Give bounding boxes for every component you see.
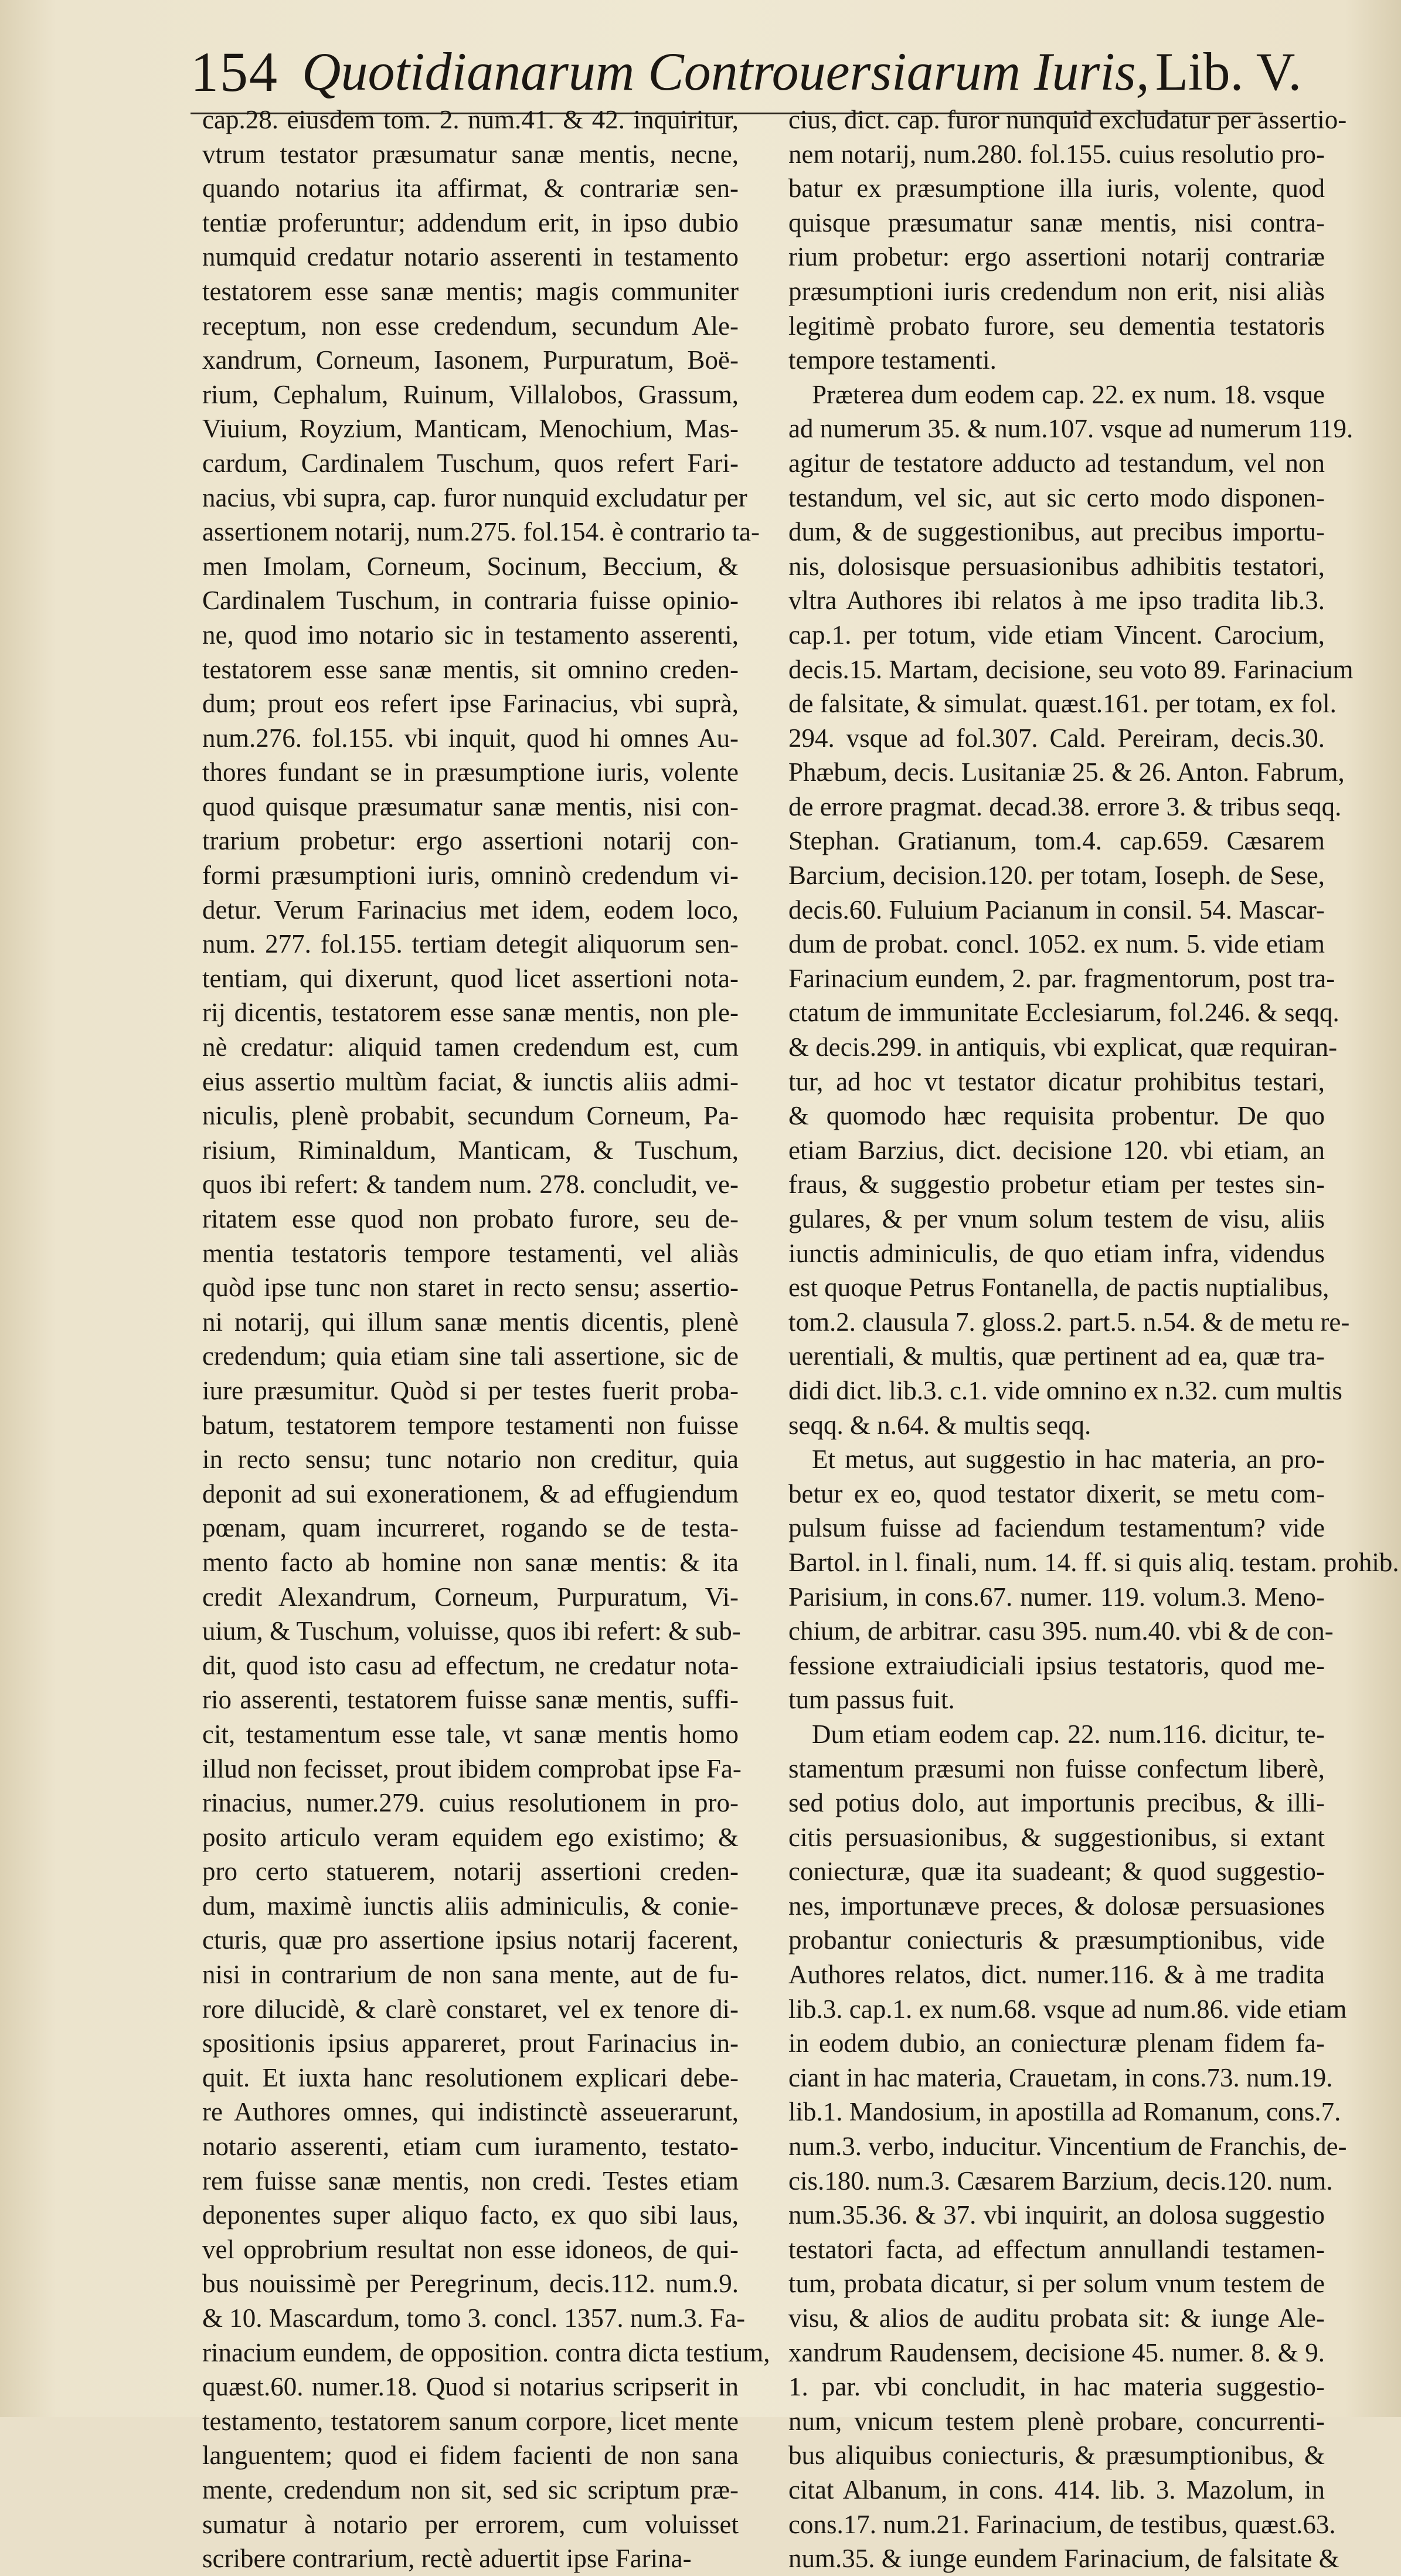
text-line: rinacius, numer.279. cuius resolutionem in pro- [202,1788,739,1818]
text-line: nè credatur: aliquid tamen credendum est, cum [202,1032,739,1062]
text-line: sed potius dolo, aut importunis precibus, & illi- [788,1788,1325,1818]
text-line: num. 277. fol.155. tertiam detegit aliquorum sen- [202,929,739,959]
text-line: decis.60. Fuluium Pacianum in consil. 54. Mascar- [788,895,1325,925]
text-line: cons.17. num.21. Farinacium, de testibus, quæst.63. [788,2509,1336,2539]
text-line: credit Alexandrum, Corneum, Purpuratum, Vi- [202,1582,739,1612]
text-line: cius, dict. cap. furor nunquid excludatur per assertio- [788,105,1347,134]
text-line: uerentiali, & multis, quæ pertinent ad ea, quæ tra- [788,1341,1325,1371]
text-line: tum passus fuit. [788,1685,955,1715]
left-column [202,103,770,2574]
text-line: deponit ad sui exonerationem, & ad effugiendum [202,1479,739,1508]
text-line: rium, Cephalum, Ruinum, Villalobos, Grassum, [202,379,739,409]
text-line: visu, & alios de auditu probata sit: & iunge Ale- [788,2303,1325,2333]
text-line: Parisium, in cons.67. numer. 119. volum.3. Meno- [788,1582,1325,1612]
text-line: cap.28. eiusdem tom. 2. num.41. & 42. inquiritur, [202,105,739,134]
text-line: tempore testamenti. [788,345,997,375]
text-line: quæst.60. numer.18. Quod si notarius scripserit in [202,2372,739,2402]
text-line: in recto sensu; tunc notario non creditur, quia [202,1445,739,1474]
text-line: notario asserenti, etiam cum iuramento, testato- [202,2132,739,2162]
text-line: ctatum de immunitate Ecclesiarum, fol.246. & seqq. [788,998,1339,1028]
text-line: xandrum Raudensem, decisione 45. numer. 8. & 9. [788,2337,1325,2367]
text-columns [202,103,1399,2574]
text-line: deponentes super aliquo facto, ex quo sibi laus, [202,2200,739,2230]
text-line: quod quisque præsumatur sanæ mentis, nisi con- [202,791,739,821]
text-line: tum, probata dicatur, si per solum vnum testem de [788,2269,1325,2299]
text-line: in eodem dubio, an coniecturæ plenam fidem fa- [788,2028,1325,2058]
text-line: iure præsumitur. Quòd si per testes fuerit proba- [202,1375,739,1405]
text-line: fraus, & suggestio probetur etiam per testes sin- [788,1170,1325,1199]
text-line: ni notarij, qui illum sanæ mentis dicentis, plenè [202,1307,739,1337]
text-line: testandum, vel sic, aut sic certo modo disponen- [788,482,1325,512]
text-line: tentiam, qui dixerunt, quod licet assertioni nota- [202,963,739,993]
text-line: & 10. Mascardum, tomo 3. concl. 1357. num.3. Fa- [202,2303,746,2333]
text-line: decis.15. Martam, decisione, seu voto 89. Farinacium [788,654,1354,684]
text-line: tur, ad hoc vt testator dicatur prohibitus testari, [788,1066,1325,1096]
text-line: nacius, vbi supra, cap. furor nunquid excludatur per [202,482,747,512]
text-line: pulsum fuisse ad faciendum testamentum? vide [788,1513,1325,1543]
text-line: nes, importunæve preces, & dolosæ persuasiones [788,1891,1325,1921]
text-line: Farinacium eundem, 2. par. fragmentorum, post tra- [788,963,1335,993]
text-line: de errore pragmat. decad.38. errore 3. & tribus seqq. [788,791,1342,821]
text-line: spositionis ipsius appareret, prout Farinacius in- [202,2028,739,2058]
book-label: Lib. V. [1155,42,1302,101]
text-line: ne, quod imo notario sic in testamento asserenti, [202,620,739,650]
text-line: vtrum testator præsumatur sanæ mentis, necne, [202,139,739,169]
text-line: mento facto ab homine non sanæ mentis: & ita [202,1547,739,1577]
text-line: batum, testatorem tempore testamenti non fuisse [202,1410,739,1440]
text-line: assertionem notarij, num.275. fol.154. è contrario ta- [202,517,760,547]
text-line: thores fundant se in præsumptione iuris, volente [202,757,739,787]
text-line: stamentum præsumi non fuisse confectum liberè, [788,1753,1325,1783]
text-line: languentem; quod ei fidem facienti de non sana [202,2441,739,2470]
text-line: betur ex eo, quod testator dixerit, se metu com- [788,1479,1325,1508]
text-line: 1. par. vbi concludit, in hac materia suggestio- [788,2372,1325,2402]
text-line: rinacium eundem, de opposition. contra dicta testium, [202,2337,770,2367]
text-line: cardum, Cardinalem Tuschum, quos refert Fari- [202,448,739,478]
text-line: num, vnicum testem plenè probare, concurrenti- [788,2406,1325,2436]
text-line: risium, Riminaldum, Manticam, & Tuschum, [202,1135,739,1165]
text-line: detur. Verum Farinacius met idem, eodem loco, [202,895,739,925]
text-line: sumatur à notario per errorem, cum voluisset [202,2509,739,2539]
text-line: cit, testamentum esse tale, vt sanæ mentis homo [202,1719,739,1749]
running-title: Quotidianarum Controuersiarum Iuris, [302,42,1150,101]
text-line: Stephan. Gratianum, tom.4. cap.659. Cæsarem [788,826,1325,856]
text-line: tom.2. clausula 7. gloss.2. part.5. n.54. & de metu re- [788,1307,1350,1337]
text-line: dum de probat. concl. 1052. ex num. 5. vide etiam [788,929,1325,959]
text-line: didi dict. lib.3. c.1. vide omnino ex n.32. cum multis [788,1375,1342,1405]
text-line: bus aliquibus coniecturis, & præsumptionibus, & [788,2441,1325,2470]
text-line: præsumptioni iuris credendum non erit, nisi aliàs [788,276,1325,306]
text-line: num.3. verbo, inducitur. Vincentium de Franchis, de- [788,2132,1347,2162]
right-column [788,103,1399,2574]
page-number: 154 [191,40,278,103]
text-line: cis.180. num.3. Cæsarem Barzium, decis.120. num. [788,2166,1333,2196]
text-line: scribere contrarium, rectè aduertit ipse Farina- [202,2544,692,2574]
text-line: trarium probetur: ergo assertioni notarij con- [202,826,739,856]
text-line: quos ibi refert: & tandem num. 278. concludit, ve- [202,1170,739,1199]
text-line: etiam Barzius, dict. decisione 120. vbi etiam, an [788,1135,1325,1165]
text-line: mentia testatoris tempore testamenti, vel aliàs [202,1238,739,1268]
text-line: posito articulo veram equidem ego existimo; & [202,1822,739,1852]
text-line: cap.1. per totum, vide etiam Vincent. Carocium, [788,620,1325,650]
text-line: legitimè probato furore, seu dementia testatoris [788,311,1325,341]
text-line: re Authores omnes, qui indistinctè asseuerarunt, [202,2097,739,2127]
text-line: quando notarius ita affirmat, & contrariæ sen- [202,174,739,203]
text-line: gulares, & per vnum solum testem de visu, aliis [788,1204,1325,1233]
text-line: vltra Authores ibi relatos à me ipso tradita lib.3. [788,586,1325,616]
text-line: rem fuisse sanæ mentis, non credi. Testes etiam [202,2166,739,2196]
text-line: & decis.299. in antiquis, vbi explicat, quæ requiran- [788,1032,1338,1062]
text-line: dum, & de suggestionibus, aut precibus importu- [788,517,1325,547]
text-line: tentiæ proferuntur; addendum erit, in ipso dubio [202,208,739,237]
text-line: probantur coniecturis & præsumptionibus, vide [788,1925,1325,1955]
text-line: ad numerum 35. & num.107. vsque ad numerum 119. [788,414,1354,444]
text-line: xandrum, Corneum, Iasonem, Purpuratum, Boë- [202,345,739,375]
text-line: Authores relatos, dict. numer.116. & à me tradita [788,1960,1325,1990]
text-line: Viuium, Royzium, Manticam, Menochium, Mas- [202,414,739,444]
text-line: mente, credendum non sit, sed sic scriptum præ- [202,2475,739,2504]
text-line: nis, dolosisque persuasionibus adhibitis testatori, [788,551,1325,581]
text-line: iunctis adminiculis, de quo etiam infra, videndus [788,1238,1325,1268]
text-line: receptum, non esse credendum, secundum Ale- [202,311,739,341]
text-line: vel opprobrium resultat non esse idoneos, de qui- [202,2234,739,2264]
text-line: credendum; quia etiam sine tali assertione, sic de [202,1341,739,1371]
text-line: de falsitate, & simulat. quæst.161. per totam, ex fol. [788,689,1337,719]
text-line: pœnam, quam incurreret, rogando se de testa- [202,1513,739,1543]
text-line: dum; prout eos refert ipse Farinacius, vbi suprà, [202,689,739,719]
text-line: Barcium, decision.120. per totam, Ioseph. de Sese, [788,861,1325,891]
text-line: chium, de arbitrar. casu 395. num.40. vbi & de con- [788,1616,1334,1646]
text-line: testatori facta, ad effectum annullandi testamen- [788,2234,1325,2264]
text-line: Bartol. in l. finali, num. 14. ff. si quis aliq. testam. prohib. [788,1547,1399,1577]
text-line: quit. Et iuxta hanc resolutionem explicari debe- [202,2062,739,2092]
text-line: quisque præsumatur sanæ mentis, nisi contra- [788,208,1325,237]
text-line: num.276. fol.155. vbi inquit, quod hi omnes Au- [202,723,739,753]
text-line: ritatem esse quod non probato furore, seu de- [202,1204,739,1233]
text-line: Phæbum, decis. Lusitaniæ 25. & 26. Anton. Fabrum, [788,757,1345,787]
text-line: men Imolam, Corneum, Socinum, Beccium, & [202,551,739,581]
text-line: nisi in contrarium de non sana mente, aut de fu- [202,1960,739,1990]
text-line: dum, maximè iunctis aliis adminiculis, & conie- [202,1891,739,1921]
text-line: quòd ipse tunc non staret in recto sensu; assertio- [202,1273,739,1303]
text-line: batur ex præsumptione illa iuris, volente, quod [788,174,1325,203]
text-line: testatorem esse sanæ mentis; magis communiter [202,276,739,306]
text-line: pro certo statuerem, notarij assertioni creden- [202,1857,739,1887]
text-line: agitur de testatore adducto ad testandum, vel non [788,448,1325,478]
text-line: 294. vsque ad fol.307. Cald. Pereiram, decis.30. [788,723,1325,753]
text-line: num.35.36. & 37. vbi inquirit, an dolosa suggestio [788,2200,1325,2230]
text-line: rore dilucidè, & clarè constaret, vel ex tenore di- [202,1994,739,2024]
text-line: seqq. & n.64. & multis seqq. [788,1410,1091,1440]
text-line: Dum etiam eodem cap. 22. num.116. dicitur, te- [812,1719,1325,1749]
text-line: & quomodo hæc requisita probentur. De quo [788,1101,1325,1131]
text-line: rio asserenti, testatorem fuisse sanæ mentis, suffi- [202,1685,739,1715]
page-header [191,30,1302,114]
text-line: numquid credatur notario asserenti in testamento [202,242,739,272]
text-line: nem notarij, num.280. fol.155. cuius resolutio pro- [788,139,1325,169]
text-line: rij dicentis, testatorem esse sanæ mentis, non ple- [202,998,739,1028]
text-line: dit, quod isto casu ad effectum, ne credatur nota- [202,1650,739,1680]
text-line: Et metus, aut suggestio in hac materia, an pro- [812,1445,1325,1474]
text-line: Cardinalem Tuschum, in contraria fuisse opinio- [202,586,739,616]
text-line: ciant in hac materia, Crauetam, in cons.73. num.19. [788,2062,1333,2092]
text-line: citat Albanum, in cons. 414. lib. 3. Mazolum, in [788,2475,1325,2504]
text-line: lib.3. cap.1. ex num.68. vsque ad num.86. vide etiam [788,1994,1347,2024]
text-line: rium probetur: ergo assertioni notarij contrariæ [788,242,1325,272]
text-line: Præterea dum eodem cap. 22. ex num. 18. vsque [812,379,1325,409]
text-line: uium, & Tuschum, voluisse, quos ibi refert: & sub- [202,1616,741,1646]
text-line: niculis, plenè probabit, secundum Corneum, Pa- [202,1101,739,1131]
text-line: cturis, quæ pro assertione ipsius notarij facerent, [202,1925,739,1955]
text-line: bus nouissimè per Peregrinum, decis.112. num.9. [202,2269,739,2299]
text-line: lib.1. Mandosium, in apostilla ad Romanum, cons.7. [788,2097,1341,2127]
text-line: est quoque Petrus Fontanella, de pactis nuptialibus, [788,1273,1329,1303]
text-line: coniecturæ, quæ ita suadeant; & quod suggestio- [788,1857,1325,1887]
text-line: testamento, testatorem sanum corpore, licet mente [202,2406,739,2436]
text-line: eius assertio multùm faciat, & iunctis aliis admi- [202,1066,739,1096]
text-line: citis persuasionibus, & suggestionibus, si extant [788,1822,1325,1852]
text-line: formi præsumptioni iuris, omninò credendum vi- [202,861,739,891]
text-line: testatorem esse sanæ mentis, sit omnino creden- [202,654,739,684]
text-line: fessione extraiudiciali ipsius testatoris, quod me- [788,1650,1325,1680]
text-line: illud non fecisset, prout ibidem comprobat ipse Fa- [202,1753,742,1783]
text-line: num.35. & iunge eundem Farinacium, de falsitate & [788,2544,1339,2574]
